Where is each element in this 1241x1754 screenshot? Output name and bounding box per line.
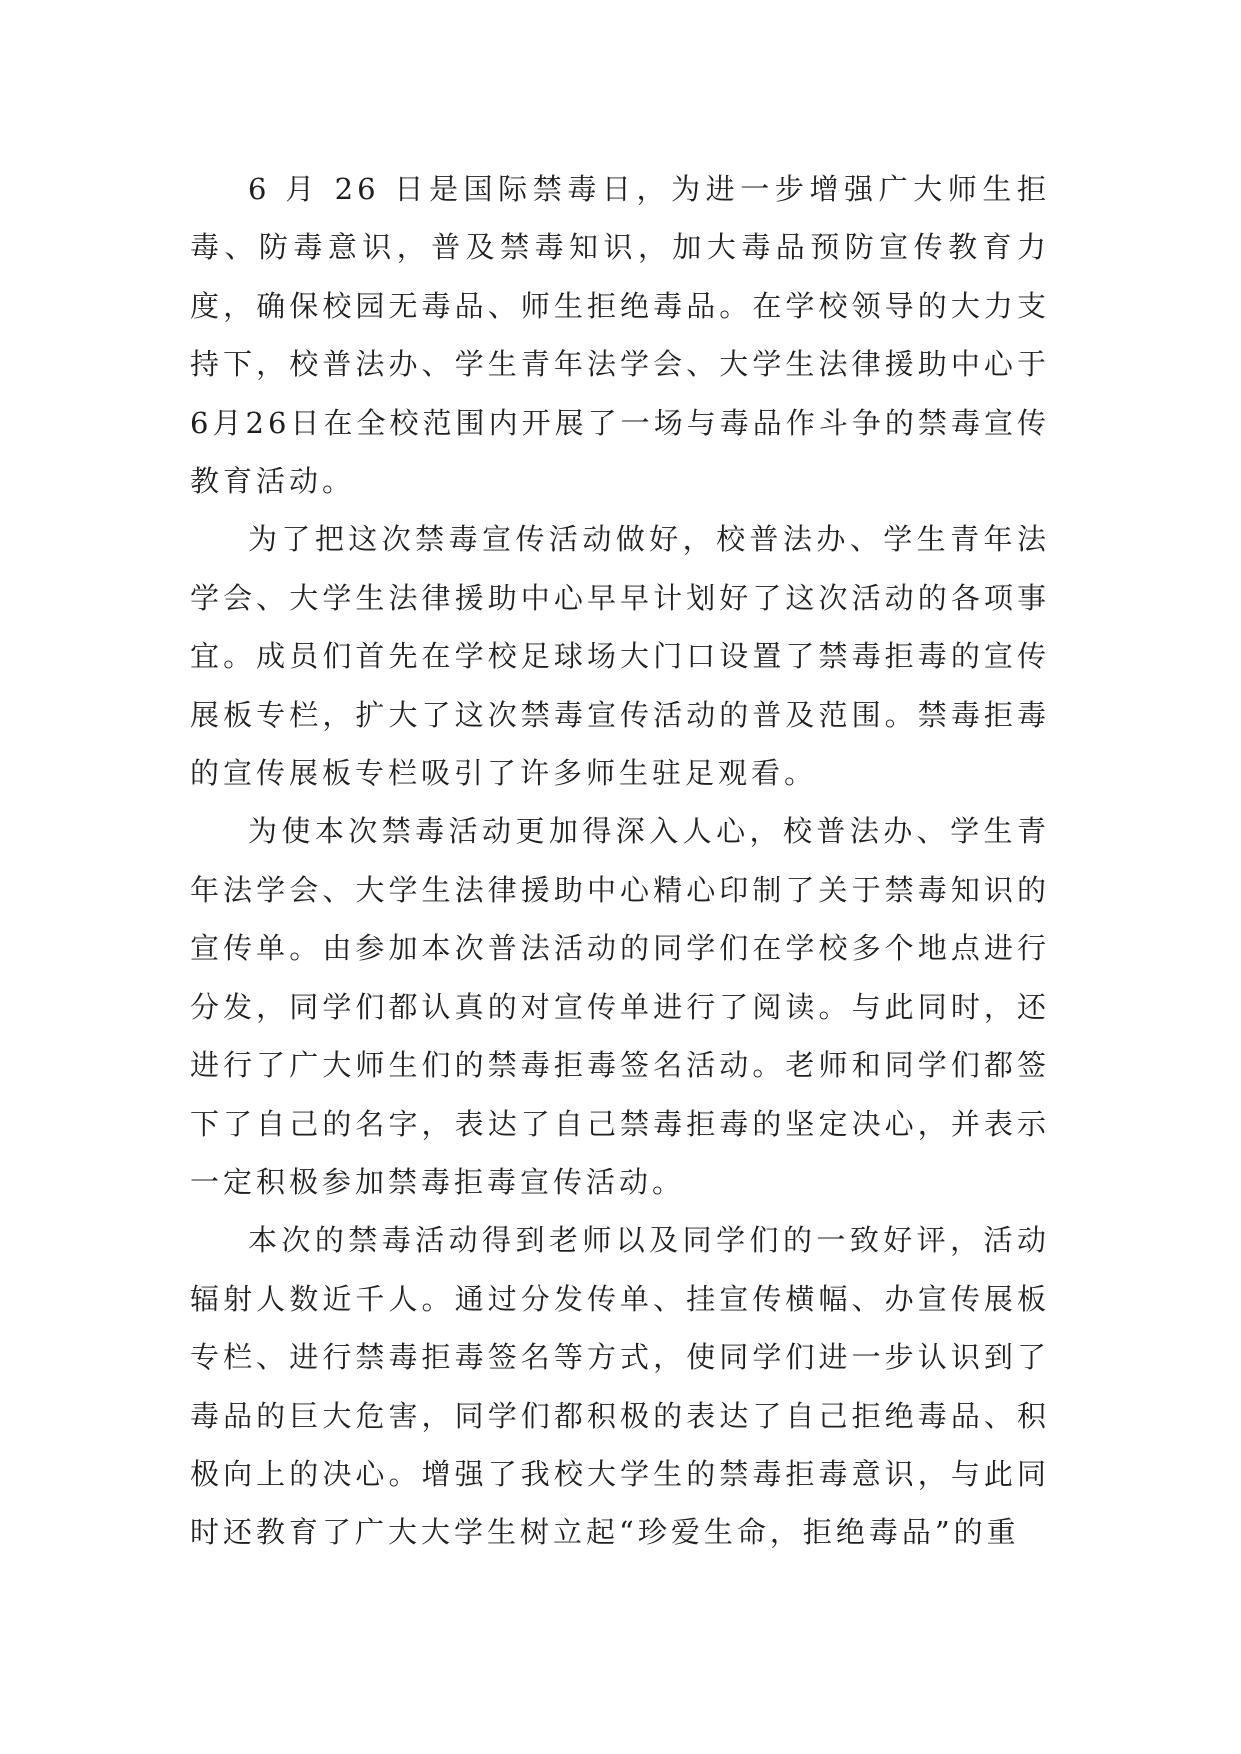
paragraph-2: 为了把这次禁毒宣传活动做好，校普法办、学生青年法学会、大学生法律援助中心早早计划好了这次活动的各项事宜。成员们首先在学校足球场大门口设置了禁毒拒毒的宣传展板专栏，扩大了这次禁毒宣传活动的普及范围。禁毒拒毒的宣传展板专栏吸引了许多师生驻足观看。 [190, 522, 1050, 791]
paragraph-1: 6 月 26 日是国际禁毒日，为进一步增强广大师生拒毒、防毒意识，普及禁毒知识，加大毒品预防宣传教育力度，确保校园无毒品、师生拒绝毒品。在学校领导的大力支持下，校普法办、学生青年法学会、大学生法律援助中心于6月26日在全校范围内开展了一场与毒品作斗争的禁毒宣传教育活动。 [190, 172, 1050, 499]
paragraph-4: 本次的禁毒活动得到老师以及同学们的一致好评，活动辐射人数近千人。通过分发传单、挂宣传横幅、办宣传展板专栏、进行禁毒拒毒签名等方式，使同学们进一步认识到了毒品的巨大危害，同学们都积极的表达了自己拒绝毒品、积极向上的决心。增强了我校大学生的禁毒拒毒意识，与此同时还教育了广大大学生树立起“珍爱生命，拒绝毒品”的重 [190, 1223, 1050, 1550]
document-body [190, 160, 1050, 1562]
paragraph-3: 为使本次禁毒活动更加得深入人心，校普法办、学生青年法学会、大学生法律援助中心精心印制了关于禁毒知识的宣传单。由参加本次普法活动的同学们在学校多个地点进行分发，同学们都认真的对宣传单进行了阅读。与此同时，还进行了广大师生们的禁毒拒毒签名活动。老师和同学们都签下了自己的名字，表达了自己禁毒拒毒的坚定决心，并表示一定积极参加禁毒拒毒宣传活动。 [190, 814, 1050, 1199]
